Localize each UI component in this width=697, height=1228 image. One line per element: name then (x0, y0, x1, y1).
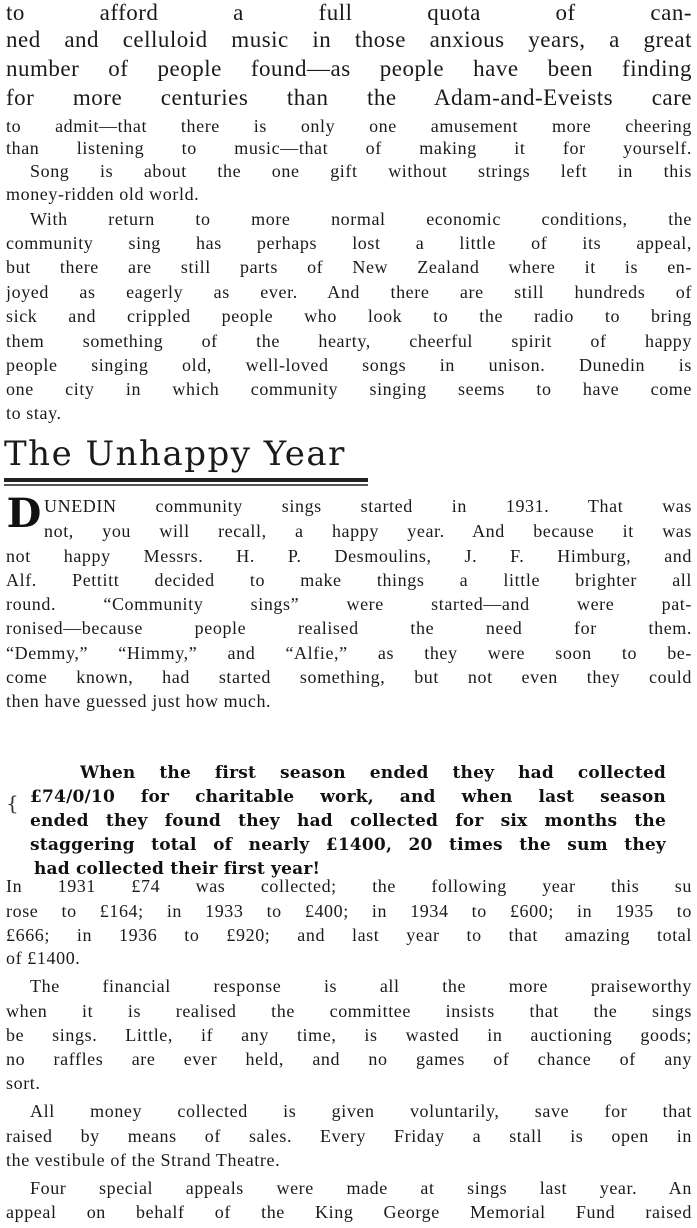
body-line: not happy Messrs. H. P. Desmoulins, J. F. Himburg, and (6, 546, 692, 566)
body-line: be sings. Little, if any time, is wasted in auctioning goods; (6, 1025, 692, 1045)
body-line: £666; in 1936 to £920; and last year to that amazing total (6, 925, 692, 945)
body-line: them something of the hearty, cheerful spirit of happy (6, 331, 692, 351)
body-line: “Demmy,” “Himmy,” and “Alfie,” as they were soon to be- (6, 643, 692, 663)
body-line: joyed as eagerly as ever. And there are still hundreds of (6, 282, 692, 302)
section-heading: The Unhappy Year (4, 434, 346, 474)
body-line: sick and crippled people who look to the radio to bring (6, 306, 692, 326)
body-line: but there are still parts of New Zealand where it is en- (6, 257, 692, 277)
body-line: community sing has perhaps lost a little of its appeal, (6, 233, 692, 253)
body-line: the vestibule of the Strand Theatre. (6, 1150, 281, 1170)
body-line: to stay. (6, 403, 62, 423)
body-line: when it is realised the committee insists that the sings (6, 1001, 692, 1021)
body-line: In 1931 £74 was collected; the following year this su (6, 876, 692, 896)
body-line: Song is about the one gift without strings left in this (30, 161, 692, 181)
body-line: to admit—that there is only one amusement more cheering (6, 116, 692, 136)
body-line: people singing old, well-loved songs in unison. Dunedin is (6, 355, 692, 375)
body-line: appeal on behalf of the King George Memorial Fund raised (6, 1202, 692, 1222)
body-line: money-ridden old world. (6, 184, 200, 204)
body-line: sort. (6, 1073, 41, 1093)
body-line: With return to more normal economic conditions, the (30, 209, 692, 229)
body-line: for more centuries than the Adam-and-Eveists care (6, 85, 692, 110)
body-line: raised by means of sales. Every Friday a stall is open in (6, 1126, 692, 1146)
body-line: no raffles are ever held, and no games of chance of any (6, 1049, 692, 1069)
body-line: of £1400. (6, 948, 81, 968)
body-line: Alf. Pettitt decided to make things a little brighter all (6, 570, 692, 590)
body-line: round. “Community sings” were started—and were pat- (6, 594, 692, 614)
pull-quote-line: ended they found they had collected for six months the (30, 811, 666, 831)
body-line: number of people found—as people have been finding (6, 56, 692, 81)
body-line: The financial response is all the more praiseworthy (30, 976, 692, 996)
body-line: UNEDIN community sings started in 1931. That was (44, 496, 692, 516)
body-line: one city in which community singing seems to have come (6, 379, 692, 399)
body-line: come known, had started something, but not even they could (6, 667, 692, 687)
body-line: rose to £164; in 1933 to £400; in 1934 to £600; in 1935 to (6, 901, 692, 921)
bracket-mark: { (6, 791, 19, 815)
body-line: to afford a full quota of can- (6, 0, 692, 25)
body-line: not, you will recall, a happy year. And because it was (44, 521, 692, 541)
heading-rule (4, 478, 368, 482)
drop-cap: D (6, 490, 42, 537)
body-line: ronised—because people realised the need for them. (6, 618, 692, 638)
body-line: then have guessed just how much. (6, 691, 272, 711)
pull-quote-line: £74/0/10 for charitable work, and when last season (30, 787, 666, 807)
body-line: All money collected is given voluntarily, save for that (30, 1101, 692, 1121)
body-line: Four special appeals were made at sings last year. An (30, 1178, 692, 1198)
heading-rule (4, 484, 368, 486)
pull-quote-line: staggering total of nearly £1400, 20 times the sum they (30, 835, 666, 855)
body-line: than listening to music—that of making it for yourself. (6, 138, 692, 158)
body-line: ned and celluloid music in those anxious years, a great (6, 27, 692, 52)
pull-quote-line: had collected their first year! (34, 859, 321, 879)
pull-quote-line: When the first season ended they had collected (80, 763, 666, 783)
